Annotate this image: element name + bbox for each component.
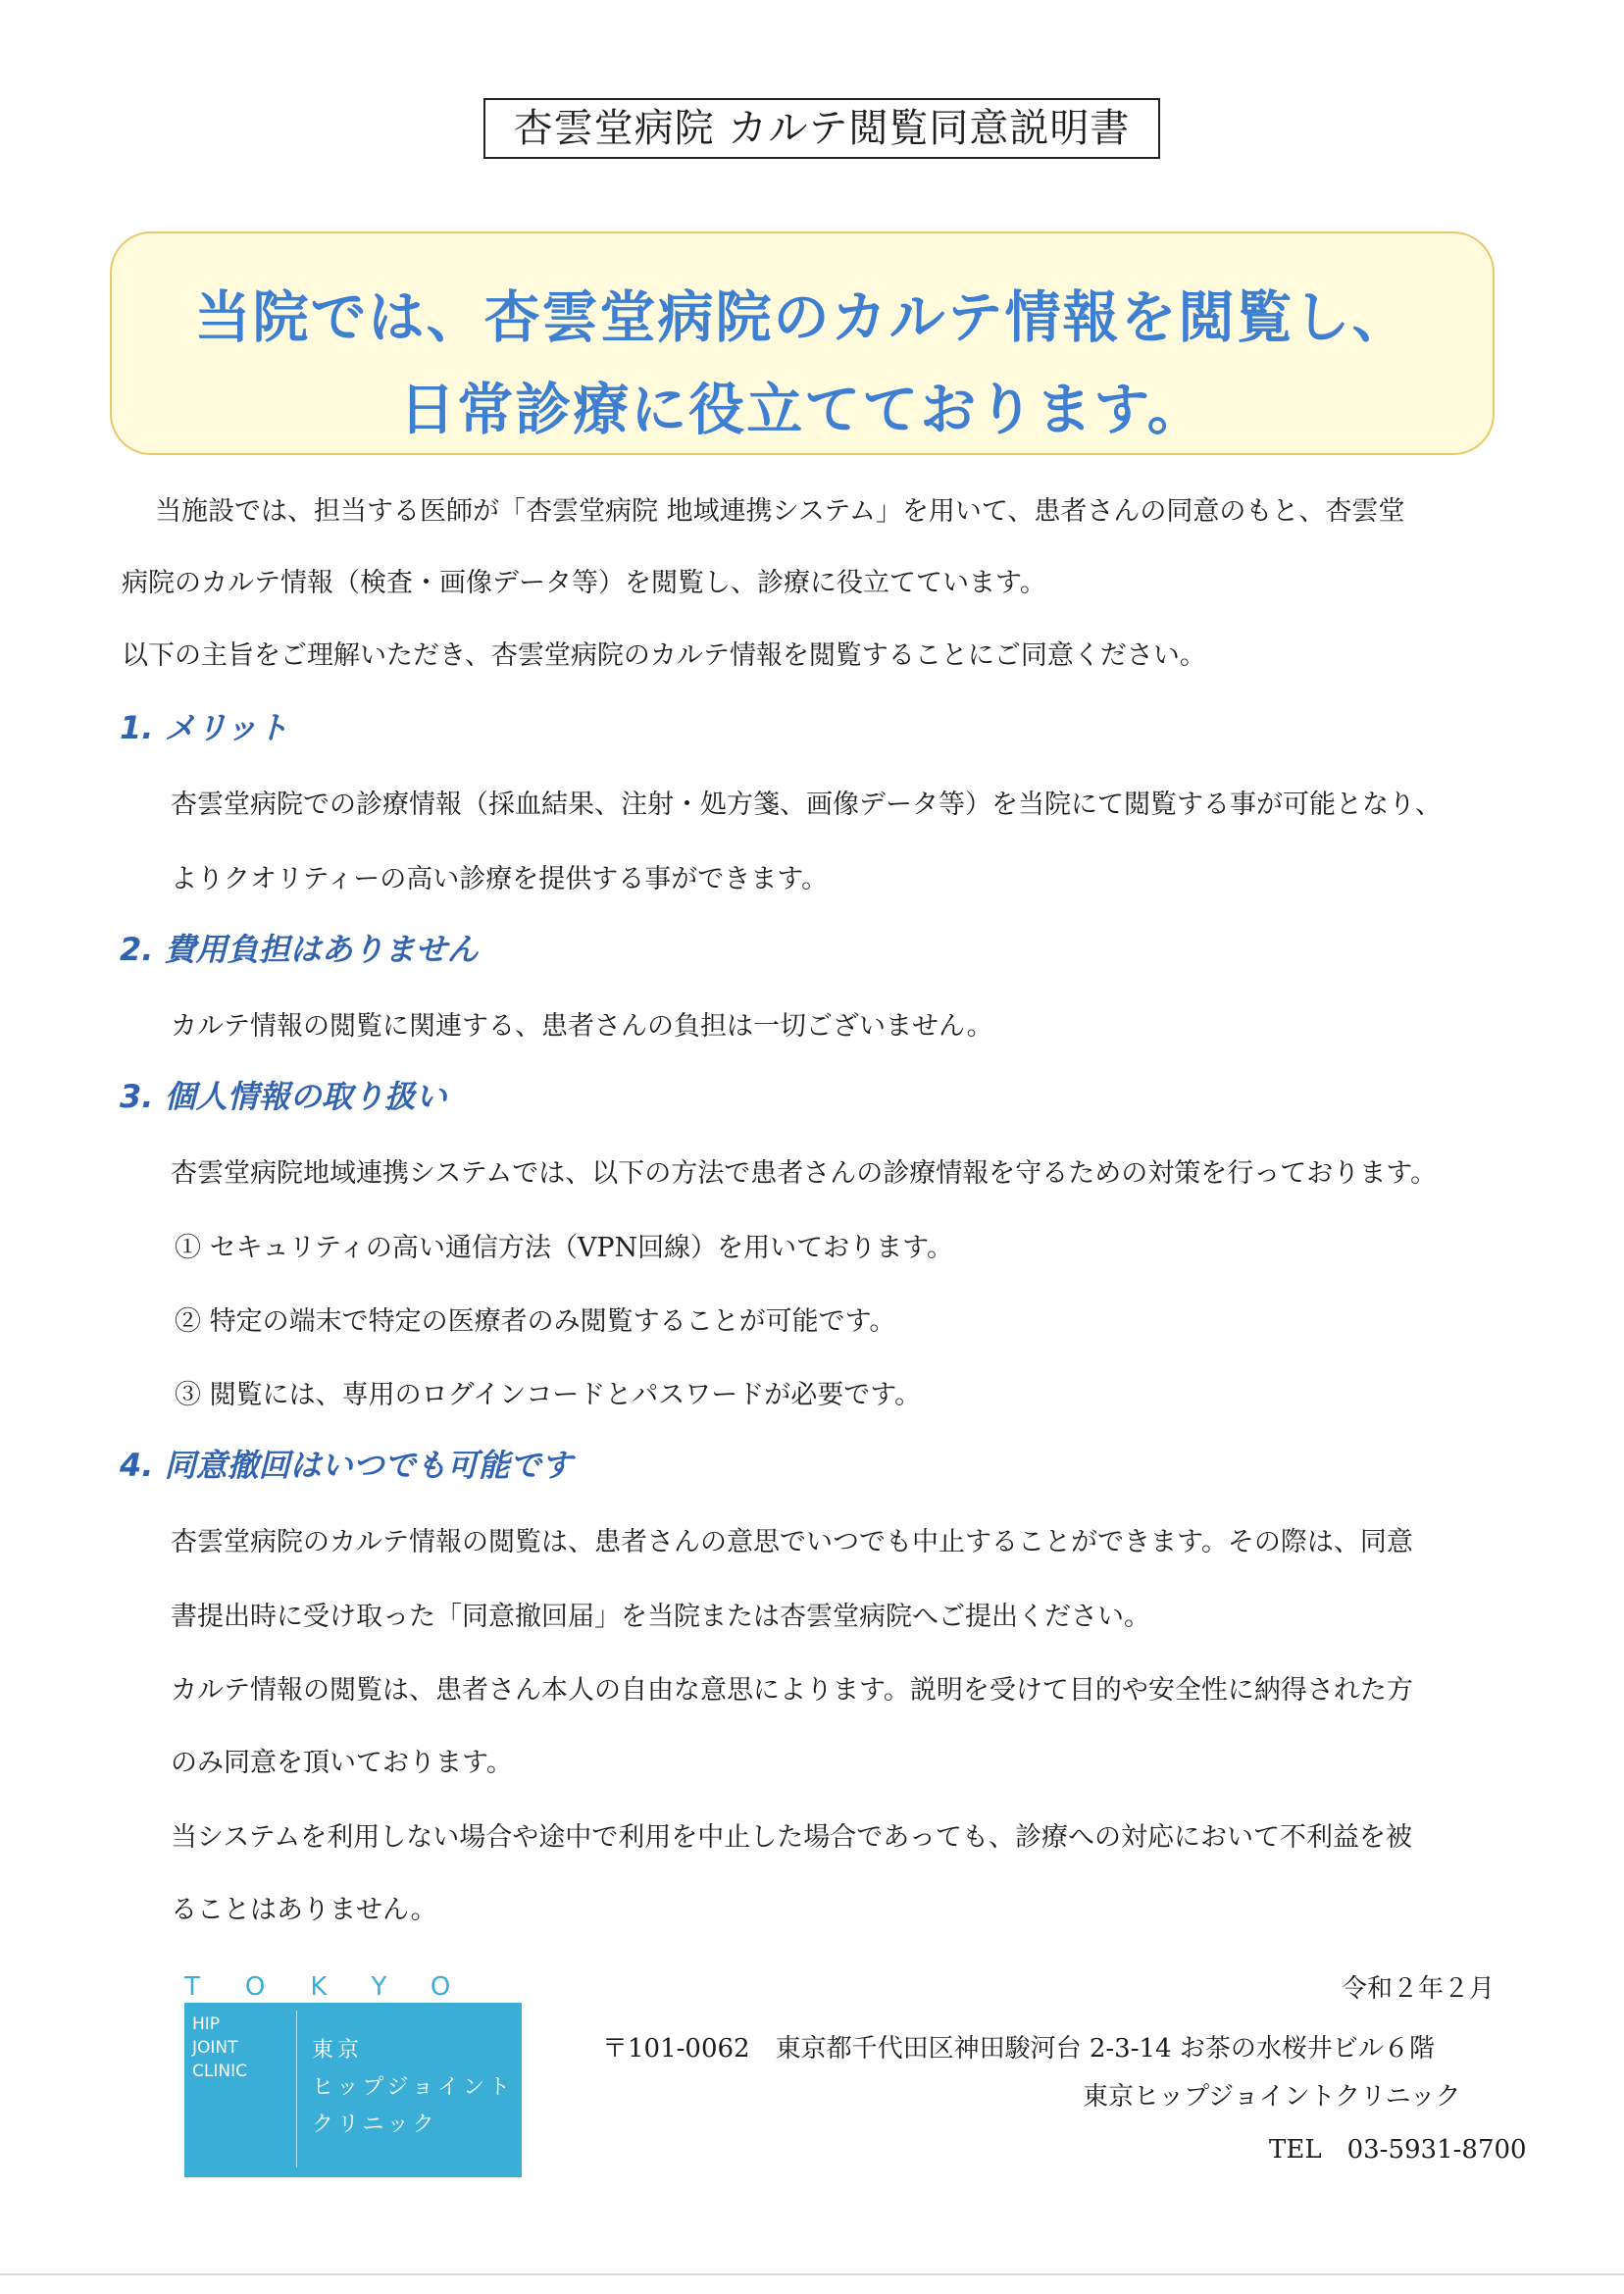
- section-1-line-2: よりクオリティーの高い診療を提供する事ができます。: [171, 864, 829, 894]
- logo-english: [192, 2013, 247, 2083]
- section-4-line-3: カルテ情報の閲覧は、患者さん本人の自由な意思によります。説明を受けて目的や安全性に納得された方: [171, 1675, 1413, 1706]
- intro-line-1: 当施設では、担当する医師が「杏雲堂病院 地域連携システム」を用いて、患者さんの同意のもと、杏雲堂: [155, 496, 1405, 527]
- section-4-line-1: 杏雲堂病院のカルテ情報の閲覧は、患者さんの意思でいつでも中止することができます。その際は、同意: [171, 1527, 1413, 1557]
- section-4-line-4: のみ同意を頂いております。: [171, 1748, 513, 1778]
- section-3-item-3: ③ 閲覧には、専用のログインコードとパスワードが必要です。: [175, 1380, 922, 1410]
- logo-en-line-3: CLINIC: [192, 2062, 247, 2081]
- page-bottom-rule: [0, 2273, 1624, 2275]
- section-4-heading: 4. 同意撤回はいつでも可能です: [120, 1447, 573, 1484]
- logo-japanese: [312, 2032, 514, 2144]
- clinic-logo: [184, 2003, 522, 2177]
- logo-ja-line-3: クリニック: [312, 2113, 438, 2137]
- section-3-line-1: 杏雲堂病院地域連携システムでは、以下の方法で患者さんの診療情報を守るための対策を行っております。: [171, 1158, 1438, 1189]
- issue-date: 令和２年２月: [1342, 1974, 1496, 2004]
- logo-en-line-2: JOINT: [192, 2038, 238, 2058]
- clinic-name: 東京ヒップジョイントクリニック: [1083, 2082, 1461, 2112]
- intro-line-2: 病院のカルテ情報（検査・画像データ等）を閲覧し、診療に役立てています。: [122, 568, 1046, 598]
- logo-en-line-1: HIP: [192, 2014, 221, 2034]
- logo-ja-line-2: ヒップジョイント: [312, 2075, 515, 2100]
- section-4-line-2: 書提出時に受け取った「同意撤回届」を当院または杏雲堂病院へご提出ください。: [171, 1602, 1150, 1632]
- section-3-item-1: ① セキュリティの高い通信方法（VPN回線）を用いております。: [175, 1233, 954, 1263]
- section-4-line-5: 当システムを利用しない場合や途中で利用を中止した場合であっても、診療への対応において不利益を被: [171, 1822, 1413, 1853]
- section-2-heading: 2. 費用負担はありません: [120, 931, 479, 968]
- logo-divider: [296, 2011, 297, 2167]
- headline-banner: [110, 231, 1495, 455]
- clinic-address: 〒101-0062 東京都千代田区神田駿河台 2-3-14 お茶の水桜井ビル６階: [602, 2034, 1435, 2064]
- clinic-phone: TEL 03-5931-8700: [1269, 2135, 1527, 2165]
- section-1-line-1: 杏雲堂病院での診療情報（採血結果、注射・処方箋、画像データ等）を当院にて閲覧する事が可能となり、: [171, 790, 1442, 820]
- section-4-line-6: ることはありません。: [171, 1895, 437, 1925]
- banner-line-2: 日常診療に役立てております。: [399, 378, 1205, 442]
- section-3-item-2: ② 特定の端末で特定の医療者のみ閲覧することが可能です。: [175, 1306, 896, 1337]
- document-title: 杏雲堂病院 カルテ閲覧同意説明書: [483, 98, 1160, 159]
- section-1-heading: 1. メリット: [120, 709, 289, 746]
- intro-line-3: 以下の主旨をご理解いただき、杏雲堂病院のカルテ情報を閲覧することにご同意ください。: [122, 640, 1206, 671]
- section-2-line-1: カルテ情報の閲覧に関連する、患者さんの負担は一切ございません。: [171, 1011, 993, 1042]
- logo-ja-line-1: 東京: [312, 2038, 364, 2063]
- section-3-heading: 3. 個人情報の取り扱い: [120, 1078, 447, 1115]
- logo-wordmark-tokyo: TOKYO: [184, 1972, 496, 2002]
- banner-line-1: 当院では、杏雲堂病院のカルテ情報を閲覧し、: [194, 285, 1410, 350]
